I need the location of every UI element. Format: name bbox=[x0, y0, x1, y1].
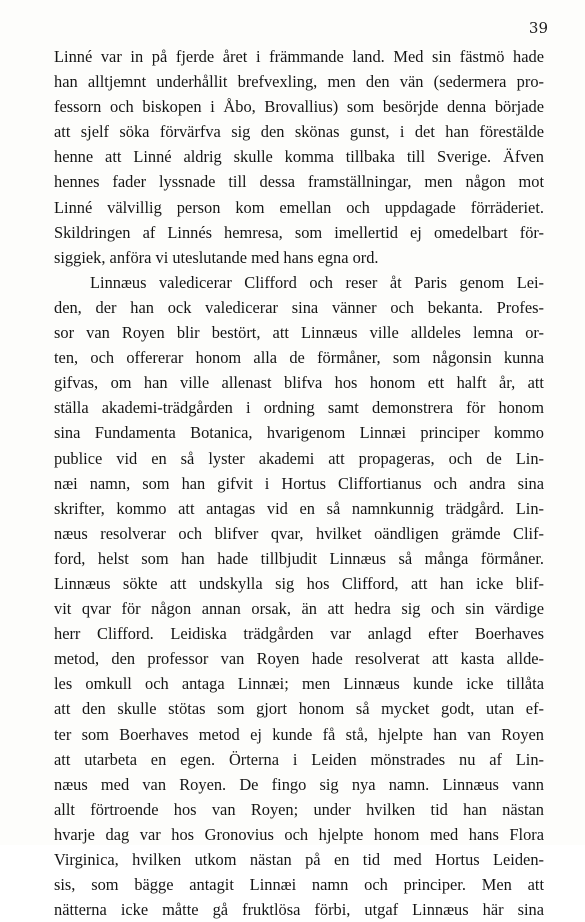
text-line: henne att Linné aldrig skulle komma tillbaka till Sverige. Äfven bbox=[54, 147, 544, 167]
text-line: Linné var in på fjerde året i främmande land. Med sin fästmö hade bbox=[54, 47, 544, 66]
text-line: Skildringen af Linnés hemresa, som imellertid ej omedelbart för- bbox=[54, 222, 544, 242]
text-line: ter som Boerhaves metod ej kunde få stå, hjelpte han van Royen bbox=[54, 724, 544, 744]
text-line: metod, den professor van Royen hade resolverat att kasta allde- bbox=[54, 649, 544, 669]
text-line: næi namn, som han gifvit i Hortus Cliffortianus och andra sina bbox=[54, 473, 544, 493]
text-line: Linné välvillig person kom emellan och uppdagade förräderiet. bbox=[54, 197, 544, 217]
text-line: han alltjemnt underhållit brefvexling, men den vän (sedermera pro- bbox=[54, 72, 544, 92]
text-line: herr Clifford. Leidiska trädgården var anlagd efter Boerhaves bbox=[54, 624, 544, 644]
text-line: gifvas, om han ville allenast blifva hos honom ett halft år, att bbox=[54, 373, 544, 393]
text-line: næus med van Royen. De fingo sig nya namn. Linnæus vann bbox=[54, 774, 544, 794]
body-text bbox=[54, 44, 544, 922]
text-line: ställa akademi-trädgården i ordning samt demonstrera för honom bbox=[54, 398, 544, 418]
text-line: Linnæus sökte att undskylla sig hos Clifford, att han icke blif- bbox=[54, 573, 544, 593]
text-line: Virginica, hvilken utkom nästan på en tid med Hortus Leiden- bbox=[54, 850, 544, 869]
text-line: sina Fundamenta Botanica, hvarigenom Linnæi principer kommo bbox=[54, 423, 544, 443]
text-line: skrifter, kommo att antagas vid en så namnkunnig trädgård. Lin- bbox=[54, 498, 544, 518]
text-line: ten, och offererar honom alla de förmåner, som någonsin kunna bbox=[54, 348, 544, 368]
text-line: hvarje dag var hos Gronovius och hjelpte honom med hans Flora bbox=[54, 824, 544, 844]
text-line: vit qvar för någon annan orsak, än att hedra sig och sin värdige bbox=[54, 599, 544, 619]
text-line: den, der han ock valedicerar sina vänner och bekanta. Profes- bbox=[54, 297, 544, 317]
text-line: ford, helst som han hade tillbjudit Linnæus så många förmåner. bbox=[54, 548, 544, 568]
text-line: fessorn och biskopen i Åbo, Brovallius) som besörjde denna började bbox=[54, 97, 544, 117]
page-number: 39 bbox=[528, 19, 548, 37]
text-line: nätterna icke måtte gå fruktlösa förbi, utgaf Linnæus här sina bbox=[54, 900, 544, 920]
text-line: næus resolverar och blifver qvar, hvilket oändligen grämde Clif- bbox=[54, 523, 544, 543]
text-line: hennes fader lyssnade till dessa framställningar, men någon mot bbox=[54, 172, 544, 192]
text-line: les omkull och antaga Linnæi; men Linnæus kunde icke tillåta bbox=[54, 674, 544, 694]
text-line: siggiek, anföra vi uteslutande med hans egna ord. bbox=[54, 247, 379, 267]
text-line: publice vid en så lyster akademi att propageras, och de Lin- bbox=[54, 448, 544, 468]
text-line: sor van Royen blir bestört, att Linnæus ville alldeles lemna or- bbox=[54, 323, 544, 343]
text-line: sis, som bägge antagit Linnæi namn och principer. Men att bbox=[54, 875, 544, 895]
text-line: att sjelf söka förvärfva sig den skönas gunst, i det han förestälde bbox=[54, 122, 544, 142]
text-line: Linnæus valedicerar Clifford och reser åt Paris genom Lei- bbox=[90, 272, 544, 292]
text-line: att den skulle stötas som gjort honom så mycket godt, utan ef- bbox=[54, 699, 544, 719]
text-line: att utarbeta en egen. Örterna i Leiden mönstrades nu af Lin- bbox=[54, 749, 544, 769]
text-line: allt förtroende hos van Royen; under hvilken tid han nästan bbox=[54, 799, 544, 819]
